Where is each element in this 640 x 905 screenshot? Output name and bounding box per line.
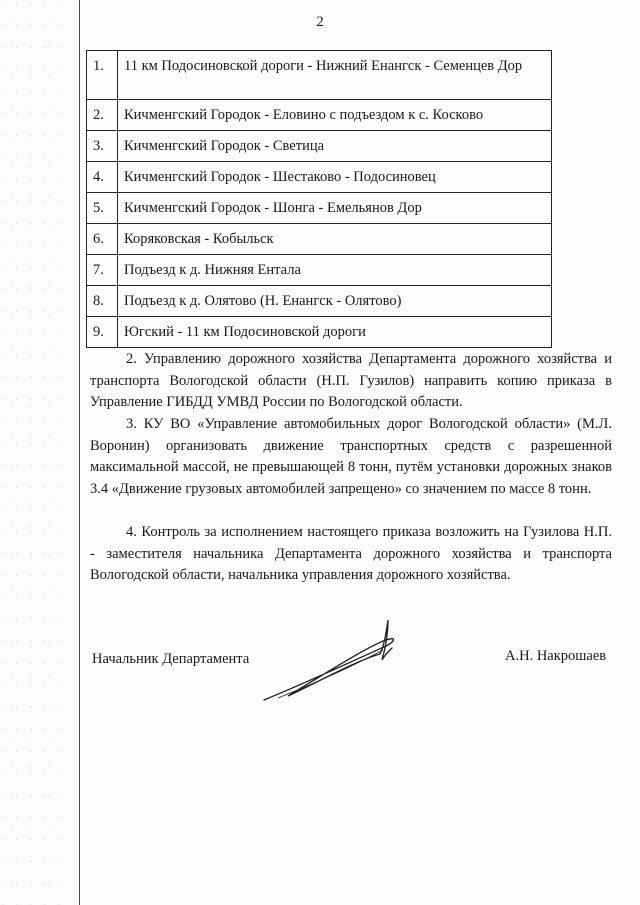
row-number: 9. xyxy=(87,317,118,348)
table-row xyxy=(87,255,552,286)
signer-name: А.Н. Накрошаев xyxy=(505,648,607,664)
binding-margin-line xyxy=(79,0,80,905)
page-number: 2 xyxy=(316,14,324,30)
row-number: 7. xyxy=(87,255,118,286)
table-row xyxy=(87,193,552,224)
road-name: Кичменгский Городок - Шонга - Емельянов Дор xyxy=(118,193,552,224)
paragraph-2: 2. Управлению дорожного хозяйства Департамента дорожного хозяйства и транспорта Вологодской области (Н.П. Гузилов) направить копию приказа в Управление ГИБДД УМВД России по Вологодской области. xyxy=(90,351,612,410)
paragraph-4: 4. Контроль за исполнением настоящего приказа возложить на Гузилова Н.П. - заместителя начальника Департамента дорожного хозяйства и транспорта Вологодской области, начальника управления дорожного хозяйства. xyxy=(90,524,612,583)
row-number: 2. xyxy=(87,100,118,131)
row-number: 4. xyxy=(87,162,118,193)
table-row xyxy=(87,51,552,100)
road-name: Подъезд к д. Олятово (Н. Енангск - Олятово) xyxy=(118,286,552,317)
table-row xyxy=(87,224,552,255)
table-row xyxy=(87,100,552,131)
signer-position: Начальник Департамента xyxy=(92,651,250,667)
row-number: 5. xyxy=(87,193,118,224)
row-number: 6. xyxy=(87,224,118,255)
road-name: Кичменгский Городок - Еловино с подъездом к с. Косково xyxy=(118,100,552,131)
row-number: 3. xyxy=(87,131,118,162)
table-row xyxy=(87,317,552,348)
road-name: 11 км Подосиновской дороги - Нижний Енангск - Семенцев Дор xyxy=(118,51,552,100)
row-number: 8. xyxy=(87,286,118,317)
road-name: Югский - 11 км Подосиновской дороги xyxy=(118,317,552,348)
road-name: Кичменгский Городок - Светица xyxy=(118,131,552,162)
paragraph-3: 3. КУ ВО «Управление автомобильных дорог Вологодской области» (М.Л. Воронин) организовать движение транспортных средств с разрешенной максимальной массой, не превышающей 8 тонн, путём установки дорожных знаков 3.4 «Движение грузовых автомобилей запрещено» со значением по массе 8 тонн. xyxy=(90,416,612,497)
row-number: 1. xyxy=(87,51,118,100)
road-name: Коряковская - Кобыльск xyxy=(118,224,552,255)
roads-table xyxy=(86,50,552,348)
road-name: Кичменгский Городок - Шестаково - Подосиновец xyxy=(118,162,552,193)
scan-noise xyxy=(0,0,60,905)
handwritten-signature xyxy=(258,616,418,706)
table-row xyxy=(87,286,552,317)
road-name: Подъезд к д. Нижняя Ентала xyxy=(118,255,552,286)
table-row xyxy=(87,162,552,193)
table-row xyxy=(87,131,552,162)
